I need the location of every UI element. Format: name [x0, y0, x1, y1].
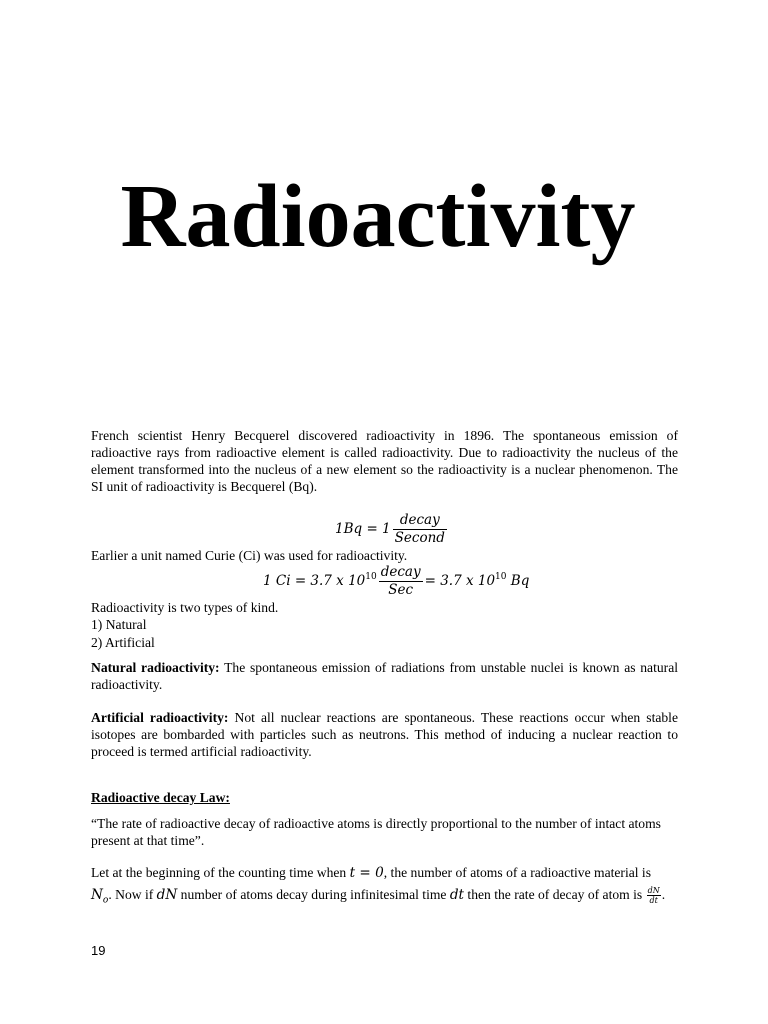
- dN-dt-fraction: [647, 886, 661, 905]
- n-subscript: o: [102, 895, 109, 906]
- natural-radioactivity-paragraph: [91, 659, 678, 693]
- dt-symbol: dt: [449, 887, 465, 903]
- artificial-text: Not all nuclear reactions are spontaneous. These reactions occur when stable isotopes are bombarded with particles such as neutrons. This method of inducing a nuclear reaction to proceed is termed artificial radioactivity.: [91, 710, 678, 759]
- artificial-radioactivity-paragraph: [91, 709, 678, 760]
- eq1-numerator: decay: [393, 512, 447, 530]
- types-intro: Radioactivity is two types of kind.: [91, 600, 279, 615]
- decay-text-2: , the number of atoms of a radioactive material is: [383, 865, 651, 880]
- eq2-rhs: = 3.7 x 10: [424, 573, 496, 589]
- page-title: Radioactivity: [120, 167, 636, 266]
- eq2-rhs-unit: Bq: [506, 573, 530, 589]
- list-item-artificial: 2) Artificial: [91, 635, 155, 650]
- decay-text-5: then the rate of decay of atom is: [464, 887, 646, 902]
- n-symbol: N: [91, 887, 103, 903]
- n-naught: [91, 887, 109, 906]
- eq1-fraction: [393, 512, 447, 547]
- page-number: 19: [91, 943, 106, 958]
- decay-text-1: Let at the beginning of the counting time when: [91, 865, 350, 880]
- frac-num: dN: [647, 886, 660, 896]
- becquerel-equation: [335, 512, 449, 547]
- decay-text-3: . Now if: [108, 887, 157, 902]
- eq2-fraction: [379, 564, 423, 599]
- t-zero: t = 0: [349, 865, 384, 881]
- decay-rate-paragraph: [91, 862, 678, 912]
- natural-label: Natural radioactivity:: [91, 660, 220, 675]
- curie-line: Earlier a unit named Curie (Ci) was used for radioactivity.: [91, 548, 408, 563]
- intro-paragraph: French scientist Henry Becquerel discovered radioactivity in 1896. The spontaneous emission of radioactive rays from radioactive element is called radioactivity. Due to radioactivity the nucleus of the element transformed into the nucleus of a new element so the radioactivity is a nuclear phenomenon. The SI unit of radioactivity is Becquerel (Bq).: [91, 428, 678, 494]
- decay-text-end: .: [661, 887, 666, 902]
- natural-text: The spontaneous emission of radiations from unstable nuclei is known as natural radioactivity.: [91, 660, 679, 692]
- list-item-natural: 1) Natural: [91, 617, 147, 632]
- decay-law-quote: “The rate of radioactive decay of radioactive atoms is directly proportional to the number of intact atoms present at that time”.: [91, 816, 661, 848]
- curie-equation: [263, 564, 529, 599]
- eq2-lhs: 1 Ci = 3.7 x 10: [263, 573, 366, 589]
- eq1-denominator: Second: [394, 530, 445, 546]
- dN-symbol: dN: [156, 887, 178, 903]
- eq2-rhs-exponent: 10: [495, 572, 507, 582]
- eq2-lhs-exponent: 10: [365, 572, 377, 582]
- artificial-label: Artificial radioactivity:: [91, 710, 229, 725]
- frac-den: dt: [649, 896, 658, 906]
- decay-text-4: number of atoms decay during infinitesimal time: [177, 887, 450, 902]
- eq2-numerator: decay: [380, 564, 421, 580]
- eq1-lhs: 1Bq = 1: [335, 521, 391, 537]
- eq2-denominator: Sec: [388, 582, 414, 598]
- decay-law-heading: Radioactive decay Law:: [91, 790, 230, 805]
